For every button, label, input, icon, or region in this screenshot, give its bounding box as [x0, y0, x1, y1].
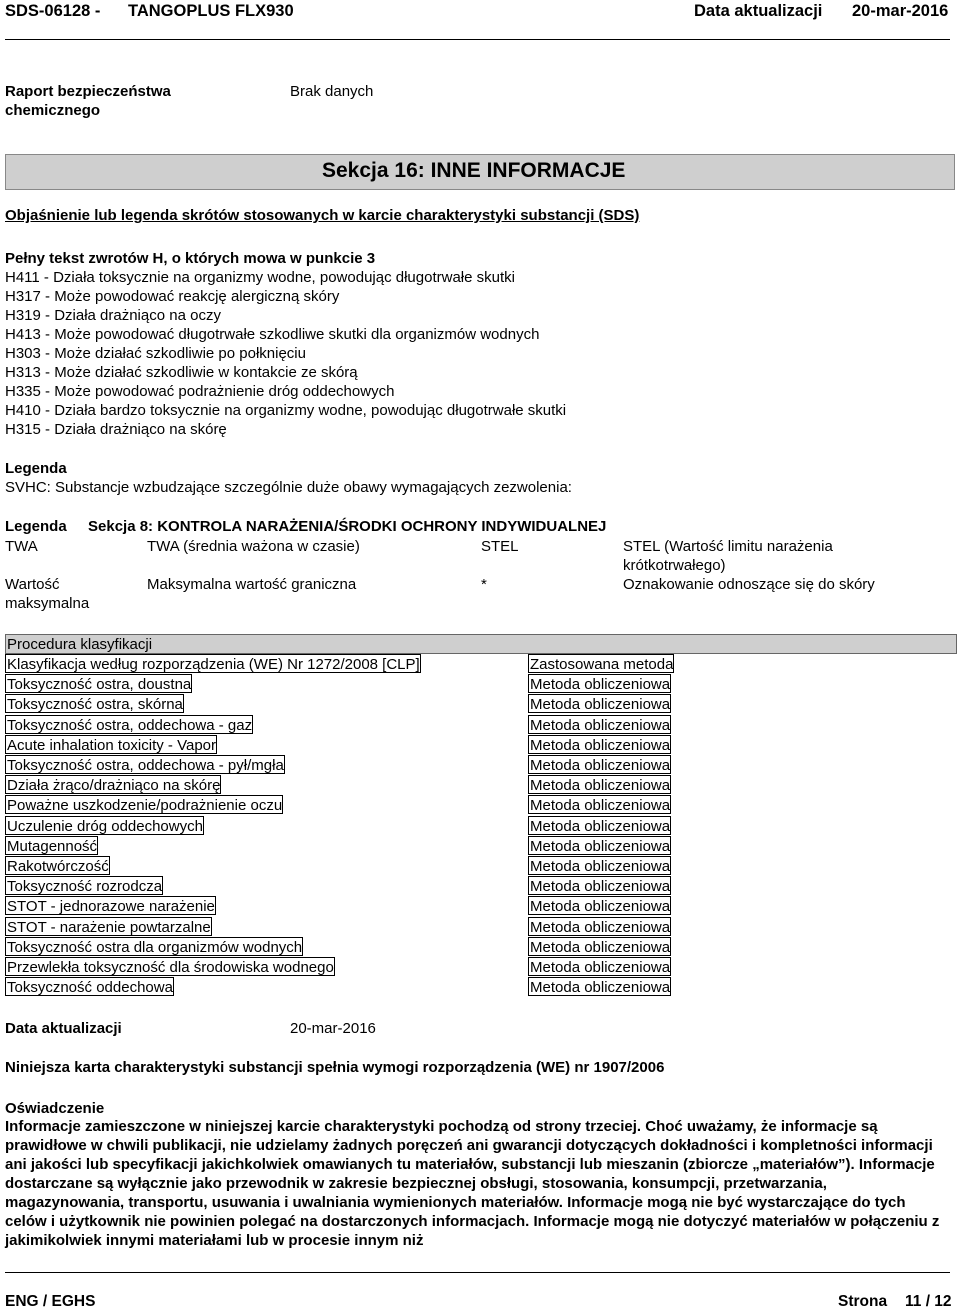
header-doc-id: SDS-06128 - [5, 2, 101, 20]
classification-method-cell: Metoda obliczeniowa [530, 838, 671, 855]
h-phrase: H413 - Może powodować długotrwałe szkodliwe skutki dla organizmów wodnych [5, 326, 540, 343]
header-update-label: Data aktualizacji [694, 2, 823, 20]
classification-name-cell: Toksyczność ostra dla organizmów wodnych [7, 939, 303, 956]
twa-abbr: TWA [5, 538, 38, 555]
reach-compliance-statement: Niniejsza karta charakterystyki substancji spełnia wymogi rozporządzenia (WE) nr 1907/2006 [5, 1059, 665, 1076]
max-abbr [5, 575, 89, 613]
classification-header-bar [5, 634, 957, 654]
stel-abbr: STEL [481, 538, 519, 555]
classification-method-cell: Metoda obliczeniowa [530, 797, 671, 814]
h-phrase: H313 - Może działać szkodliwie w kontakcie ze skórą [5, 364, 358, 381]
h-phrase: H319 - Działa drażniąco na oczy [5, 307, 221, 324]
classification-name-cell: Mutagenność [7, 838, 98, 855]
stel-desc-line1: STEL (Wartość limitu narażenia [623, 538, 833, 555]
footer-page-label: Strona [838, 1293, 888, 1310]
h-phrases-heading: Pełny tekst zwrotów H, o których mowa w punkcie 3 [5, 250, 376, 267]
chem-report-label [5, 82, 171, 120]
classification-method-cell: Metoda obliczeniowa [530, 979, 671, 996]
classification-name-cell: Toksyczność ostra, oddechowa - gaz [7, 717, 253, 734]
classification-name-cell: STOT - narażenie powtarzalne [7, 919, 211, 936]
classification-name-cell: Toksyczność oddechowa [7, 979, 173, 996]
classification-name-cell: Toksyczność ostra, oddechowa - pył/mgła [7, 757, 284, 774]
h-phrase: H411 - Działa toksycznie na organizmy wodne, powodując długotrwałe skutki [5, 269, 515, 286]
footer-page-number: 11 / 12 [905, 1293, 952, 1310]
classification-name-cell: Działa żrąco/drażniąco na skórę [7, 777, 221, 794]
disclaimer-text: Informacje zamieszczone w niniejszej karcie charakterystyki pochodzą od strony trzeciej. Choć uważamy, że informacje są prawidłowe w chwili publikacji, nie udzielamy żadnych poręczeń ani gwarancji dotyczących dokładności i kompletności informacji ani jakości lub specyfikacji jakichkolwiek omawianych tu materiałów, substancji lub mieszanin (zbiorcze „materiałów”). Informacje dostarczane są wyłącznie jako przewodnik w zakresie bezpiecznej obsługi, stosowania, konsumpcji, przetwarzania, magazynowania, transportu, usuwania i uwalniania wymienionych materiałów. Informacje mogą nie być wystarczające do tych celów i użytkownik nie powinien polegać na dostarczonych informacjach. Informacje mogą nie dotyczyć materiałów w połączeniu z jakimikolwiek innymi materiałami lub w procesie innym niż [5, 1118, 940, 1249]
header-divider [5, 39, 950, 40]
stel-desc [623, 537, 833, 575]
header-product-name: TANGOPLUS FLX930 [128, 2, 294, 20]
classification-method-cell: Metoda obliczeniowa [530, 898, 671, 915]
classification-name-cell: STOT - jednorazowe narażenie [7, 898, 215, 915]
section-16-title-bar [5, 154, 955, 190]
classification-method-cell: Metoda obliczeniowa [530, 959, 671, 976]
update-date: 20-mar-2016 [290, 1020, 376, 1037]
skin-notation-abbr: * [481, 576, 487, 593]
header-update-date: 20-mar-2016 [852, 2, 949, 20]
classification-name-cell: Poważne uszkodzenie/podrażnienie oczu [7, 797, 283, 814]
legend-explanation-heading: Objaśnienie lub legenda skrótów stosowanych w karcie charakterystyki substancji (SDS) [5, 207, 640, 224]
h-phrase: H335 - Może powodować podrażnienie dróg oddechowych [5, 383, 395, 400]
classification-method-header: Zastosowana metoda [530, 656, 674, 673]
classification-method-cell: Metoda obliczeniowa [530, 717, 671, 734]
classification-method-cell: Metoda obliczeniowa [530, 818, 671, 835]
h-phrase: H317 - Może powodować reakcję alergiczną skóry [5, 288, 340, 305]
legend2-title: Sekcja 8: KONTROLA NARAŻENIA/ŚRODKI OCHRONY INDYWIDUALNEJ [88, 518, 607, 535]
footer-divider [5, 1272, 950, 1273]
chem-report-value: Brak danych [290, 83, 374, 100]
skin-notation-desc: Oznakowanie odnoszące się do skóry [623, 576, 875, 593]
classification-method-cell: Metoda obliczeniowa [530, 919, 671, 936]
section-16-title: Sekcja 16: INNE INFORMACJE [322, 159, 626, 182]
max-abbr-line1: Wartość [5, 576, 60, 593]
footer-language: ENG / EGHS [5, 1293, 96, 1310]
twa-desc: TWA (średnia ważona w czasie) [147, 538, 360, 555]
legend-title: Legenda [5, 460, 67, 477]
classification-name-cell: Rakotwórczość [7, 858, 109, 875]
classification-col-header: Klasyfikacja według rozporządzenia (WE) Nr 1272/2008 [CLP] [7, 656, 420, 673]
classification-name-cell: Acute inhalation toxicity - Vapor [7, 737, 216, 754]
update-label: Data aktualizacji [5, 1020, 122, 1037]
chem-report-label-line2: chemicznego [5, 102, 101, 119]
classification-method-cell: Metoda obliczeniowa [530, 737, 671, 754]
h-phrase: H303 - Może działać szkodliwie po połknięciu [5, 345, 306, 362]
max-desc: Maksymalna wartość graniczna [147, 576, 357, 593]
classification-method-cell: Metoda obliczeniowa [530, 939, 671, 956]
classification-method-cell: Metoda obliczeniowa [530, 858, 671, 875]
classification-method-cell: Metoda obliczeniowa [530, 757, 671, 774]
classification-method-cell: Metoda obliczeniowa [530, 878, 671, 895]
h-phrase: H410 - Działa bardzo toksycznie na organizmy wodne, powodując długotrwałe skutki [5, 402, 567, 419]
h-phrase: H315 - Działa drażniąco na skórę [5, 421, 227, 438]
legend2-label: Legenda [5, 518, 67, 535]
classification-name-cell: Toksyczność ostra, doustna [7, 676, 192, 693]
classification-name-cell: Toksyczność rozrodcza [7, 878, 163, 895]
classification-name-cell: Uczulenie dróg oddechowych [7, 818, 203, 835]
chem-report-label-line1: Raport bezpieczeństwa [5, 83, 171, 100]
h-phrases-list [5, 268, 566, 439]
max-abbr-line2: maksymalna [5, 595, 90, 612]
classification-method-cell: Metoda obliczeniowa [530, 696, 671, 713]
classification-header: Procedura klasyfikacji [7, 636, 153, 653]
stel-desc-line2: krótkotrwałego) [623, 557, 726, 574]
classification-method-cell: Metoda obliczeniowa [530, 676, 671, 693]
classification-name-cell: Przewlekła toksyczność dla środowiska wodnego [7, 959, 334, 976]
svhc-text: SVHC: Substancje wzbudzające szczególnie duże obawy wymagających zezwolenia: [5, 479, 572, 496]
disclaimer-title: Oświadczenie [5, 1100, 105, 1117]
classification-name-cell: Toksyczność ostra, skórna [7, 696, 183, 713]
classification-method-cell: Metoda obliczeniowa [530, 777, 671, 794]
